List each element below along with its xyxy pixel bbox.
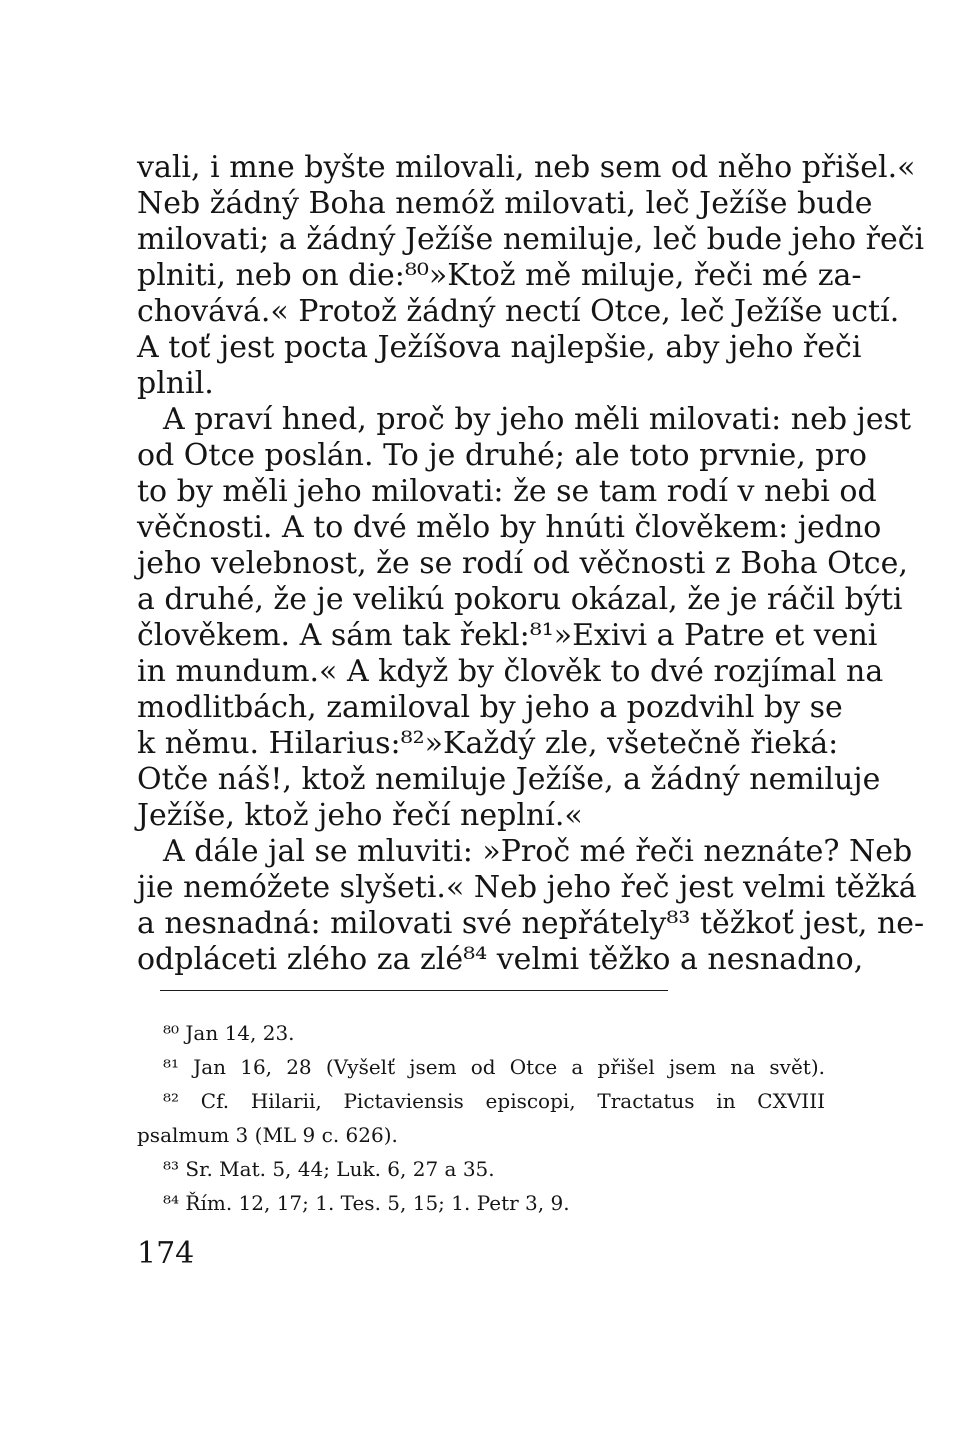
body-line-12: jeho velebnost, že se rodí od věčnosti z Boha Otce, [137,546,908,581]
footnote-81: ⁸¹ Jan 16, 28 (Vyšelť jsem od Otce a přišel jsem na svět). [163,1055,825,1079]
body-line-20: A dále jal se mluviti: »Proč mé řeči neznáte? Neb [163,834,913,869]
body-line-4: plniti, neb on die:⁸⁰»Ktož mě miluje, řeči mé za- [137,258,862,293]
footnote-80: ⁸⁰ Jan 14, 23. [163,1021,295,1045]
body-line-23: odpláceti zlého za zlé⁸⁴ velmi těžko a nesnadno, [137,942,864,977]
footnote-82: ⁸² Cf. Hilarii, Pictaviensis episcopi, Tractatus in CXVIII [163,1089,825,1113]
body-line-14: člověkem. A sám tak řekl:⁸¹»Exivi a Patre et veni [137,618,878,653]
body-line-16: modlitbách, zamiloval by jeho a pozdvihl by se [137,690,843,725]
footnote-84: ⁸⁴ Řím. 12, 17; 1. Tes. 5, 15; 1. Petr 3, 9. [163,1191,570,1215]
body-line-13: a druhé, že je velikú pokoru okázal, že je ráčil býti [137,582,903,617]
body-line-15: in mundum.« A když by člověk to dvé rozjímal na [137,654,884,689]
body-line-5: chovává.« Protož žádný nectí Otce, leč Ježíše uctí. [137,294,900,329]
body-line-17: k němu. Hilarius:⁸²»Každý zle, všetečně řieká: [137,726,839,761]
body-line-10: to by měli jeho milovati: že se tam rodí v nebi od [137,474,877,509]
footnote-83: ⁸³ Sr. Mat. 5, 44; Luk. 6, 27 a 35. [163,1157,495,1181]
body-line-1: vali, i mne byšte milovali, neb sem od něho přišel.« [137,150,916,185]
footnote-82-continuation: psalmum 3 (ML 9 c. 626). [137,1123,398,1147]
body-line-6: A toť jest pocta Ježíšova najlepšie, aby jeho řeči [137,330,862,365]
body-line-21: jie nemóžete slyšeti.« Neb jeho řeč jest velmi těžká [137,870,917,905]
body-line-3: milovati; a žádný Ježíše nemiluje, leč bude jeho řeči [137,222,925,257]
body-line-18: Otče náš!, ktož nemiluje Ježíše, a žádný nemiluje [137,762,881,797]
body-line-19: Ježíše, ktož jeho řečí neplní.« [137,798,583,833]
footnote-separator [160,990,668,991]
body-line-22: a nesnadná: milovati své nepřátely⁸³ těžkoť jest, ne- [137,906,925,941]
page-number: 174 [137,1236,195,1271]
body-line-2: Neb žádný Boha nemóž milovati, leč Ježíše bude [137,186,873,221]
body-line-9: od Otce poslán. To je druhé; ale toto prvnie, pro [137,438,867,473]
body-line-11: věčnosti. A to dvé mělo by hnúti člověkem: jedno [137,510,882,545]
body-line-7: plnil. [137,366,214,401]
body-line-8: A praví hned, proč by jeho měli milovati: neb jest [163,402,912,437]
